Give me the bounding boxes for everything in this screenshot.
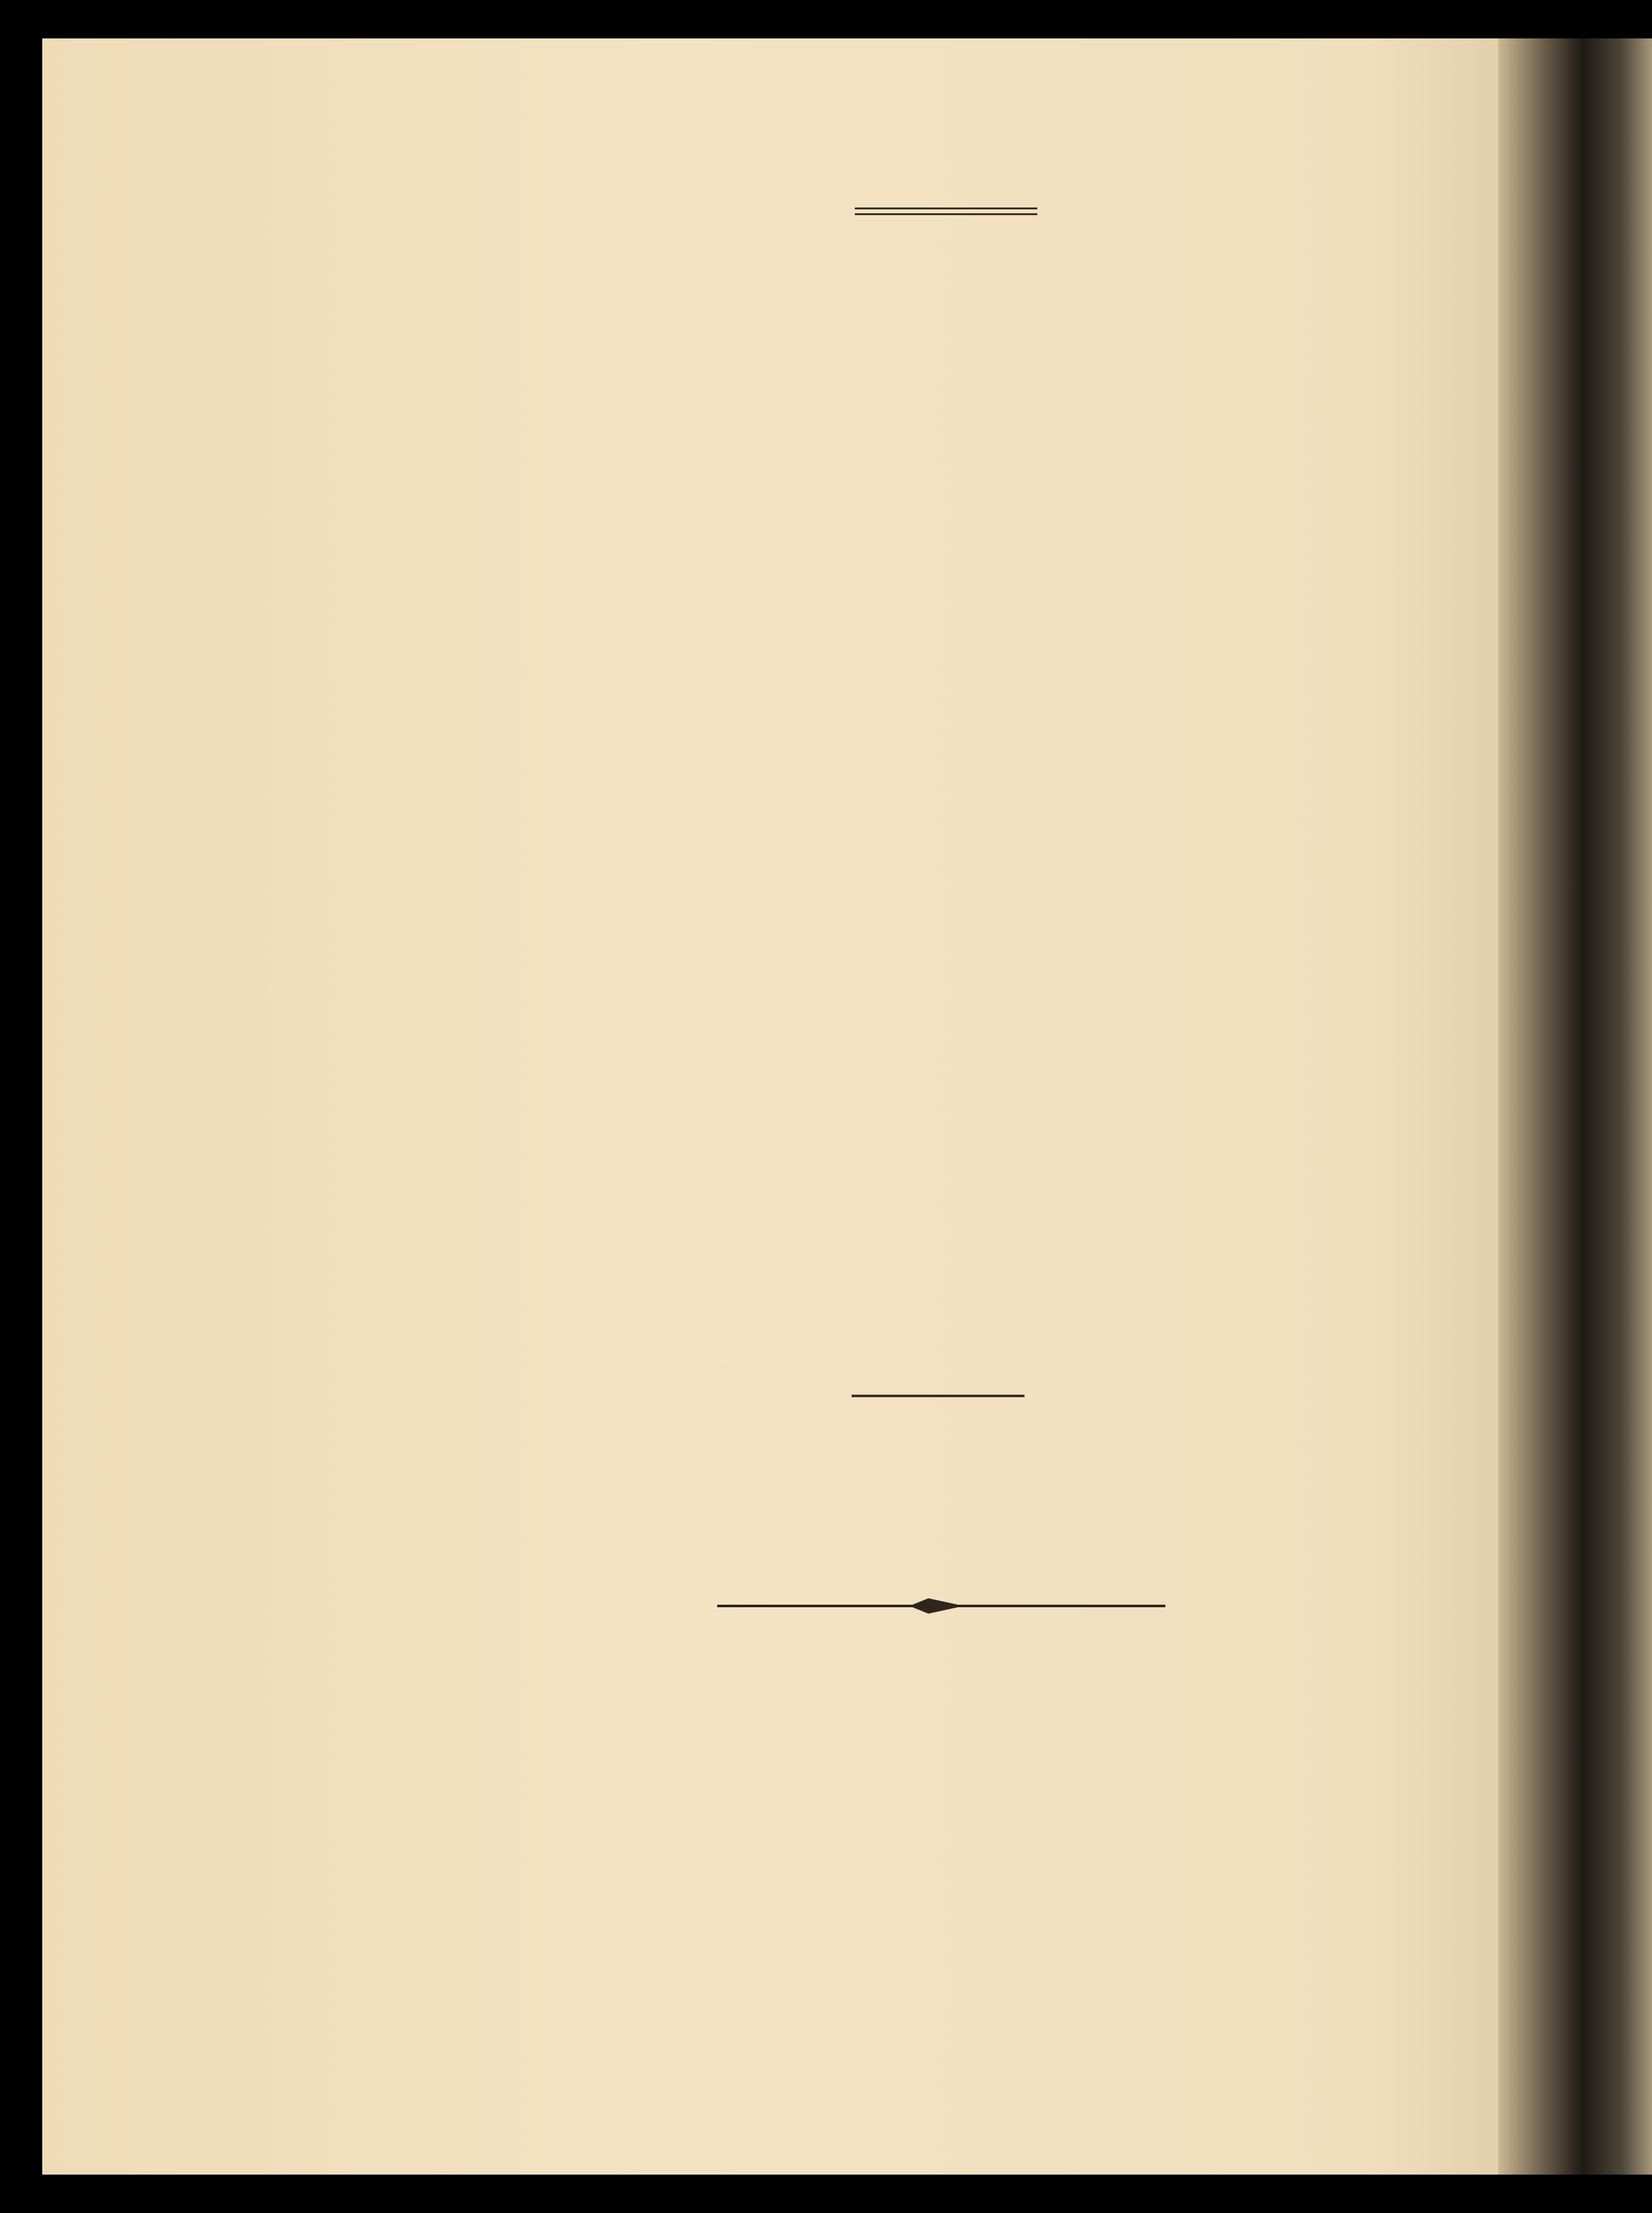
ornament-diamond (909, 1598, 964, 1614)
ornament-divider (717, 1594, 1165, 1617)
page-paper (42, 38, 1598, 2175)
header-double-rule (855, 207, 1037, 215)
section-divider-rule (852, 1395, 1024, 1397)
book-spine (1498, 38, 1652, 2175)
